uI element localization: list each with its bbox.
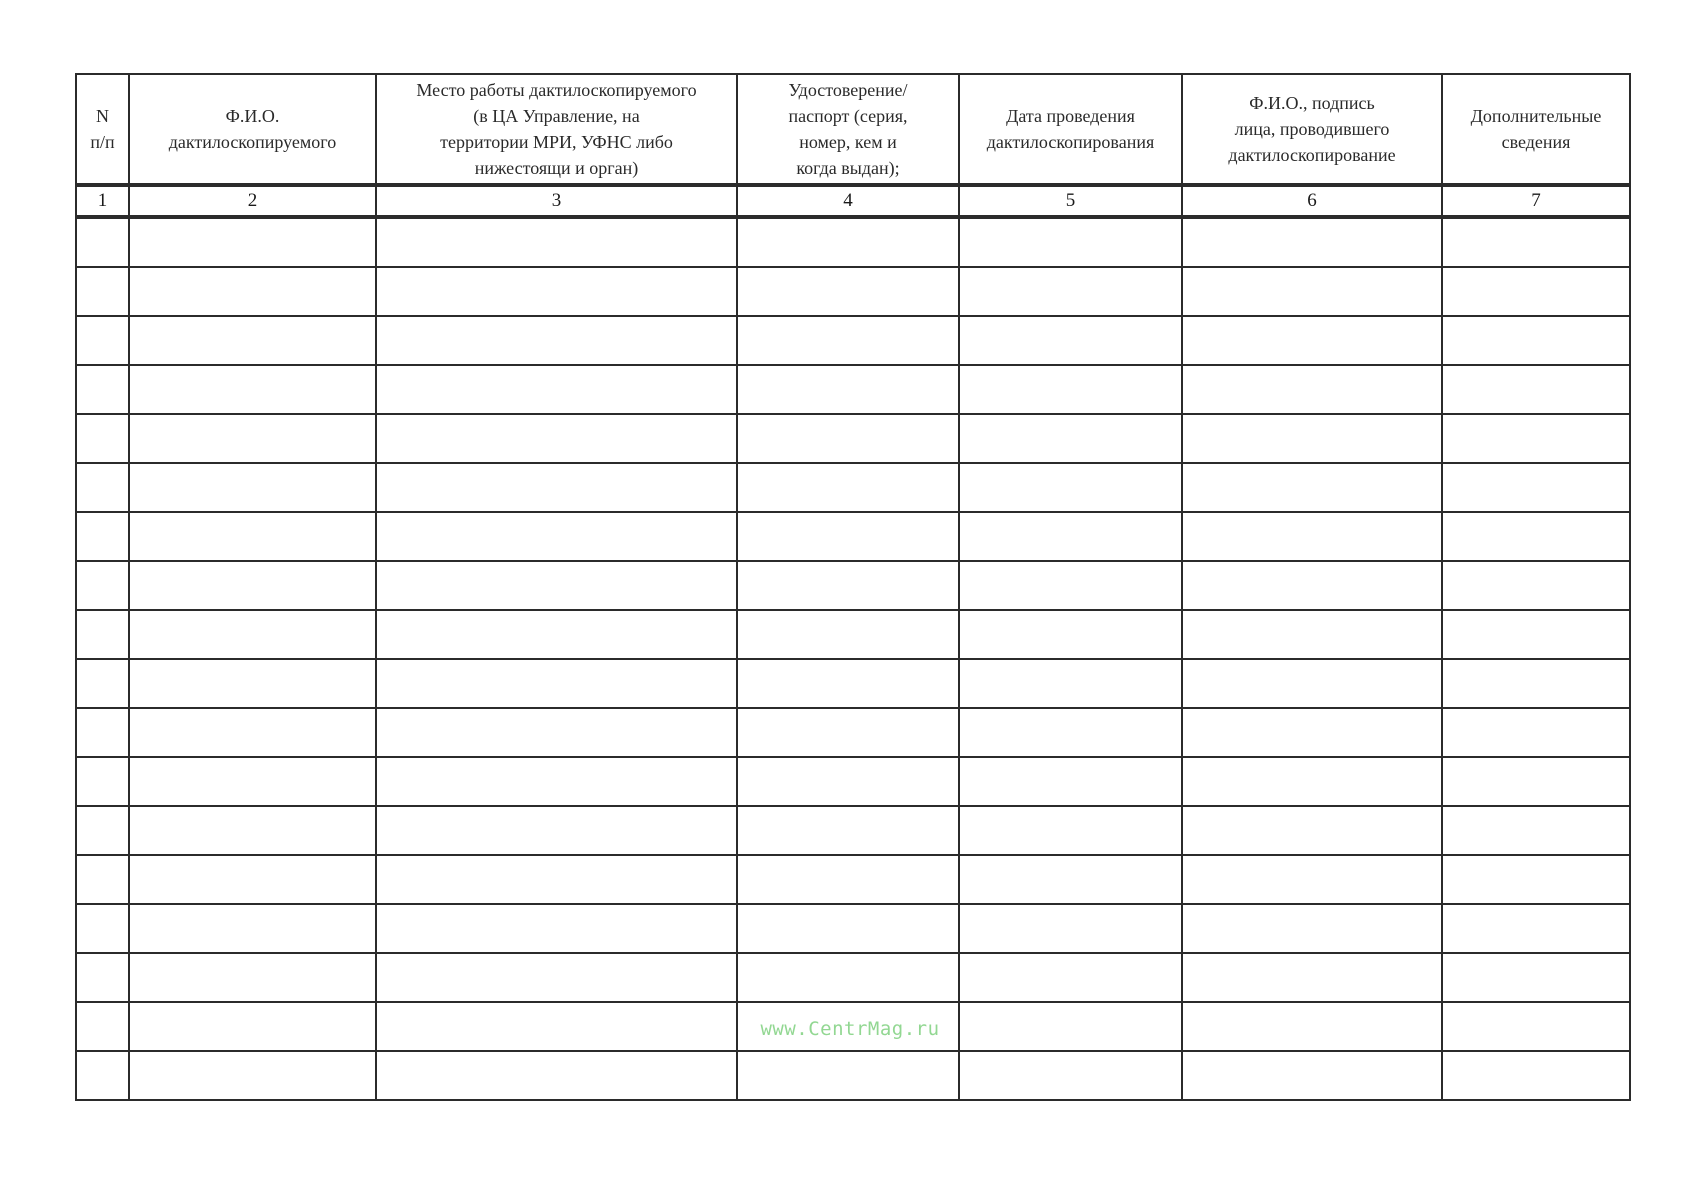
table-cell	[129, 659, 376, 708]
table-cell	[76, 953, 129, 1002]
table-cell	[376, 855, 737, 904]
table-cell	[1182, 708, 1442, 757]
table-cell	[1182, 316, 1442, 365]
table-cell	[129, 414, 376, 463]
table-body	[76, 217, 1630, 1100]
table-cell	[76, 904, 129, 953]
table-cell	[1182, 855, 1442, 904]
table-cell	[959, 757, 1182, 806]
table-cell	[959, 217, 1182, 267]
table-cell	[376, 1051, 737, 1100]
table-cell	[376, 708, 737, 757]
table-cell	[1182, 217, 1442, 267]
table-cell	[737, 267, 959, 316]
table-cell	[129, 512, 376, 561]
table-cell	[1442, 463, 1630, 512]
table-cell	[959, 512, 1182, 561]
header-cell-signature: Ф.И.О., подпись лица, проводившего дактилоскопирование	[1182, 74, 1442, 185]
table-cell	[376, 953, 737, 1002]
table-cell	[959, 414, 1182, 463]
header-cell-workplace: Место работы дактилоскопируемого (в ЦА Управление, на территории МРИ, УФНС либо нижестоящи и орган)	[376, 74, 737, 185]
table-cell	[737, 610, 959, 659]
table-cell	[1442, 904, 1630, 953]
table-cell	[1182, 1002, 1442, 1051]
table-cell	[76, 267, 129, 316]
table-cell	[76, 316, 129, 365]
table-cell	[129, 1051, 376, 1100]
table-cell	[1442, 659, 1630, 708]
table-cell	[129, 708, 376, 757]
table-cell	[1442, 1051, 1630, 1100]
table-cell	[1442, 217, 1630, 267]
table-cell	[76, 610, 129, 659]
table-cell	[76, 365, 129, 414]
table-row	[76, 316, 1630, 365]
table-cell	[1442, 806, 1630, 855]
table-cell	[1182, 414, 1442, 463]
table-cell	[1442, 267, 1630, 316]
table-row	[76, 855, 1630, 904]
table-cell	[959, 267, 1182, 316]
column-number-row	[76, 185, 1630, 217]
column-number: 2	[129, 185, 376, 217]
table-row	[76, 217, 1630, 267]
table-cell	[959, 659, 1182, 708]
table-cell	[1442, 561, 1630, 610]
column-number: 5	[959, 185, 1182, 217]
table-cell	[129, 904, 376, 953]
table-cell	[959, 463, 1182, 512]
column-number: 7	[1442, 185, 1630, 217]
table-cell	[1442, 757, 1630, 806]
table-cell	[1182, 267, 1442, 316]
table-cell	[1182, 365, 1442, 414]
table-cell	[959, 1051, 1182, 1100]
table-cell	[76, 708, 129, 757]
table-cell	[76, 1002, 129, 1051]
table-cell	[959, 365, 1182, 414]
table-cell	[376, 414, 737, 463]
table-cell	[1182, 610, 1442, 659]
table-cell	[76, 561, 129, 610]
table-cell	[1182, 463, 1442, 512]
table-row	[76, 806, 1630, 855]
table-cell	[1182, 953, 1442, 1002]
header-cell-number: N п/п	[76, 74, 129, 185]
table-cell	[76, 512, 129, 561]
table-cell	[376, 659, 737, 708]
table-row	[76, 512, 1630, 561]
table-cell	[1182, 757, 1442, 806]
table-cell	[1442, 953, 1630, 1002]
table-cell	[376, 217, 737, 267]
table-cell	[376, 561, 737, 610]
table-cell	[1182, 659, 1442, 708]
table-row	[76, 1051, 1630, 1100]
table-row	[76, 659, 1630, 708]
table-cell	[959, 316, 1182, 365]
header-cell-date: Дата проведения дактилоскопирования	[959, 74, 1182, 185]
table-cell	[1182, 904, 1442, 953]
table-row	[76, 904, 1630, 953]
table-cell	[737, 708, 959, 757]
table-cell	[376, 904, 737, 953]
table-cell	[76, 217, 129, 267]
table-cell	[959, 708, 1182, 757]
table-cell	[129, 365, 376, 414]
table-cell	[737, 561, 959, 610]
table-cell	[737, 512, 959, 561]
table-row	[76, 463, 1630, 512]
table-cell	[129, 953, 376, 1002]
table-cell	[1442, 610, 1630, 659]
table-cell	[959, 855, 1182, 904]
table-cell	[376, 806, 737, 855]
table-cell	[129, 610, 376, 659]
table-cell	[737, 414, 959, 463]
table-cell	[376, 463, 737, 512]
table-row	[76, 757, 1630, 806]
table-cell	[129, 267, 376, 316]
table-cell	[376, 316, 737, 365]
table-cell	[376, 512, 737, 561]
table-cell	[129, 561, 376, 610]
table-cell	[959, 806, 1182, 855]
table-cell	[129, 855, 376, 904]
table-cell	[959, 1002, 1182, 1051]
table-cell	[959, 561, 1182, 610]
watermark: www.CentrMag.ru	[760, 1018, 940, 1040]
table-cell	[959, 953, 1182, 1002]
header-cell-full-name: Ф.И.О. дактилоскопируемого	[129, 74, 376, 185]
table-cell	[737, 953, 959, 1002]
table-row	[76, 953, 1630, 1002]
table-cell	[376, 1002, 737, 1051]
table-cell	[76, 757, 129, 806]
table-cell	[76, 1051, 129, 1100]
table-cell	[959, 904, 1182, 953]
table-cell	[129, 1002, 376, 1051]
table-cell	[1442, 1002, 1630, 1051]
header-cell-additional-info: Дополнительные сведения	[1442, 74, 1630, 185]
table-row	[76, 365, 1630, 414]
table-row	[76, 267, 1630, 316]
table-cell	[376, 267, 737, 316]
table-cell	[737, 904, 959, 953]
table-cell	[376, 365, 737, 414]
table-cell	[76, 659, 129, 708]
table-cell	[376, 757, 737, 806]
table-cell	[376, 610, 737, 659]
table-cell	[1442, 414, 1630, 463]
table-cell	[737, 217, 959, 267]
column-number: 1	[76, 185, 129, 217]
table-cell	[737, 855, 959, 904]
table-cell	[76, 806, 129, 855]
table-row	[76, 610, 1630, 659]
table-cell	[737, 316, 959, 365]
table-cell	[737, 659, 959, 708]
table-cell	[1182, 561, 1442, 610]
table-cell	[129, 316, 376, 365]
table-cell	[1442, 708, 1630, 757]
table-cell	[737, 365, 959, 414]
table-cell	[129, 463, 376, 512]
table-row	[76, 561, 1630, 610]
table-cell	[76, 414, 129, 463]
table-cell	[737, 757, 959, 806]
table-cell	[1442, 855, 1630, 904]
table-cell	[737, 463, 959, 512]
table-cell	[1182, 1051, 1442, 1100]
table-cell	[737, 806, 959, 855]
table-row	[76, 414, 1630, 463]
table-cell	[1182, 512, 1442, 561]
header-cell-id-document: Удостоверение/ паспорт (серия, номер, кем и когда выдан);	[737, 74, 959, 185]
fingerprinting-journal-table	[75, 73, 1631, 1101]
table-cell	[737, 1051, 959, 1100]
table-cell	[959, 610, 1182, 659]
table-cell	[1182, 806, 1442, 855]
table-cell	[129, 217, 376, 267]
table-cell	[1442, 512, 1630, 561]
table-cell	[76, 855, 129, 904]
column-number: 3	[376, 185, 737, 217]
table-cell	[1442, 316, 1630, 365]
table-cell	[129, 757, 376, 806]
column-number: 6	[1182, 185, 1442, 217]
table-cell	[129, 806, 376, 855]
table-cell	[1442, 365, 1630, 414]
table-row	[76, 708, 1630, 757]
column-number: 4	[737, 185, 959, 217]
header-row	[76, 74, 1630, 185]
table-cell	[76, 463, 129, 512]
